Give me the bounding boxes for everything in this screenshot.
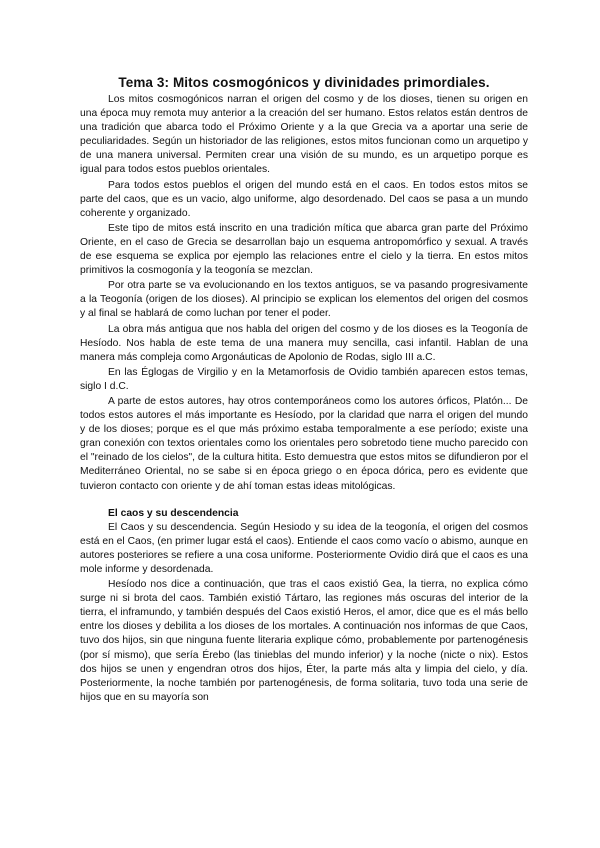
document-title: Tema 3: Mitos cosmogónicos y divinidades primordiales. <box>118 75 490 90</box>
paragraph: En las Églogas de Virgilio y en la Metamorfosis de Ovidio también aparecen estos temas, siglo I d.C. <box>80 366 528 392</box>
document-body <box>80 74 528 706</box>
paragraph: Para todos estos pueblos el origen del mundo está en el caos. En todos estos mitos se parte del caos, que es un vacio, algo uniforme, algo desordenado. Del caos se pasa a un mundo coherente y organizado. <box>80 179 528 219</box>
paragraph: El Caos y su descendencia. Según Hesiodo y su idea de la teogonía, el origen del cosmos está en el Caos, (en primer lugar está el caos). Entiende el caos como vacío o abismo, aunque en autores posteriores se refiere a una cosa uniforme. Posteriormente Ovidio dirá que el caos es una mole informe y desordenada. <box>80 521 528 575</box>
paragraph: A parte de estos autores, hay otros contemporáneos como los autores órficos, Platón... De todos estos autores el más importante es Hesíodo, por la claridad que narra el origen del mundo y de los dioses; porque es el que más próximo estaba temporalmente a ese período; existe una gran conexión con textos orientales como los orientales pero sobretodo tiene mucho parecido con el "reinado de los cielos", de la cultura hitita. Esto demuestra que estos mitos se difundieron por el Mediterráneo Oriental, no se sabe si en época griego o en época dórica, pero es evidente que tuvieron contacto con oriente y de ahí toman estas ideas mitológicas. <box>80 395 528 492</box>
paragraph: La obra más antigua que nos habla del origen del cosmo y de los dioses es la Teogonía de Hesíodo. Nos habla de este tema de una manera muy sencilla, casi infantil. Hablan de una manera más compleja como Argonáuticas de Apolonio de Rodas, siglo III a.C. <box>80 323 528 363</box>
paragraph: Los mitos cosmogónicos narran el origen del cosmo y de los dioses, tienen su origen en una época muy remota muy anterior a la creación del ser humano. Estos relatos están dentros de una tradición que abarca todo el Próximo Oriente y a la que Grecia va a aportar una serie de peculiaridades. Según un historiador de las religiones, estos mitos funcionan como un arquetipo y de una manera universal. Permiten crear una visión de su mundo, es un arquetipo porque es igual para todos estos pueblos orientales. <box>80 94 528 176</box>
paragraph: Hesíodo nos dice a continuación, que tras el caos existió Gea, la tierra, no explica cómo surge ni si brota del caos. También existió Tártaro, las regiones más oscuras del interior de la tierra, el inframundo, y también después del Caos existió Heros, el amor, dice que es el más bello entre los dioses y debilita a los dioses de los mortales. A continuación nos informas de que Caos, tuvo dos hijos, sin que ninguna fuente literaria explique cómo, probablemente por partenogénesis (por sí mismo), que sería Érebo (las tinieblas del mundo inferior) y la noche (nicte o nix). Estos dos hijos se unen y engendran otros dos hijos, Éter, la parte más alta y limpia del cielo, y día. Posteriormente, la noche también por partenogénesis, de forma solitaria, tuvo toda una serie de hijos que en su mayoría son <box>80 579 528 703</box>
paragraph: Este tipo de mitos está inscrito en una tradición mítica que abarca gran parte del Próximo Oriente, en el caso de Grecia se desarrollan bajo un esquema antropomórfico y sexual. A través de ese esquema se explica por ejemplo las relaciones entre el cielo y la tierra. En estos mitos primitivos la cosmogonía y la teogonía se mezclan. <box>80 222 528 277</box>
paragraph: Por otra parte se va evolucionando en los textos antiguos, se va pasando progresivamente a la Teogonía (origen de los dioses). Al principio se explican los elementos del origen del cosmos y al final se hablará de como luchan por tener el poder. <box>80 280 528 320</box>
section-heading: El caos y su descendencia <box>108 507 239 519</box>
